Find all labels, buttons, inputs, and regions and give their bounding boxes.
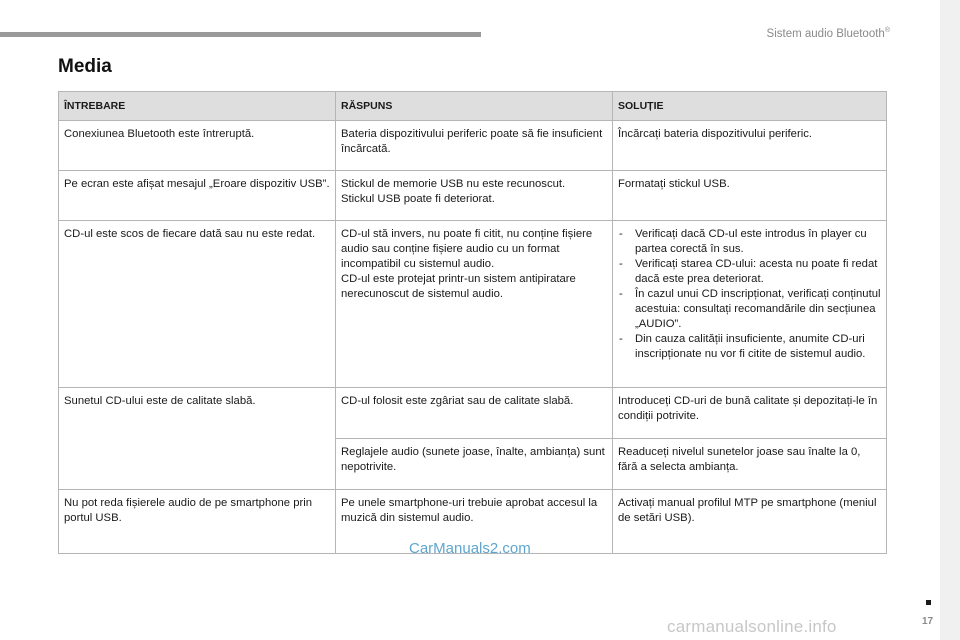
table-row <box>59 221 887 388</box>
solution-cell: Activați manual profilul MTP pe smartphone (meniul de setări USB). <box>613 490 887 554</box>
question-cell: Sunetul CD-ului este de calitate slabă. <box>59 388 336 490</box>
solution-item: - Verificați dacă CD-ul este introdus în player cu partea corectă în sus. <box>618 227 881 257</box>
table-header-row <box>59 92 887 121</box>
solution-cell <box>613 221 887 388</box>
answer-cell: CD-ul folosit este zgâriat sau de calitate slabă. <box>336 388 613 439</box>
solution-cell: Introduceți CD-uri de bună calitate și depozitați-le în condiții potrivite. <box>613 388 887 439</box>
side-strip <box>940 0 960 640</box>
question-cell: Pe ecran este afișat mesajul „Eroare dispozitiv USB”. <box>59 171 336 221</box>
answer-cell: Pe unele smartphone-uri trebuie aprobat accesul la muzică din sistemul audio. <box>336 490 613 554</box>
answer-cell: Bateria dispozitivului periferic poate să fie insuficient încărcată. <box>336 121 613 171</box>
column-header-solution: SOLUȚIE <box>613 92 887 121</box>
column-header-question: ÎNTREBARE <box>59 92 336 121</box>
answer-cell: Reglajele audio (sunete joase, înalte, ambianța) sunt nepotrivite. <box>336 439 613 490</box>
answer-cell <box>336 221 613 388</box>
question-cell: CD-ul este scos de fiecare dată sau nu este redat. <box>59 221 336 388</box>
question-cell: Nu pot reda fișierele audio de pe smartphone prin portul USB. <box>59 490 336 554</box>
question-cell: Conexiunea Bluetooth este întreruptă. <box>59 121 336 171</box>
page-marker <box>926 600 931 605</box>
registered-mark: ® <box>884 27 890 34</box>
page-title: Media <box>58 56 112 77</box>
answer-line: Stickul USB poate fi deteriorat. <box>341 193 495 205</box>
solution-cell: Readuceți nivelul sunetelor joase sau înalte la 0, fără a selecta ambianța. <box>613 439 887 490</box>
answer-cell <box>336 171 613 221</box>
watermark: CarManuals2.com <box>409 540 531 557</box>
footer-brand: carmanualsonline.info <box>667 617 837 636</box>
section-header <box>767 27 890 40</box>
solution-item: - Din cauza calității insuficiente, anumite CD-uri inscripționate nu vor fi citite de sistemul audio. <box>618 332 881 362</box>
answer-line: Stickul de memorie USB nu este recunoscut. <box>341 178 566 190</box>
header-bar <box>0 32 481 37</box>
page-number: 17 <box>922 616 934 627</box>
faq-table <box>58 91 887 554</box>
solution-cell: Încărcați bateria dispozitivului periferic. <box>613 121 887 171</box>
solution-item: - Verificați starea CD-ului: acesta nu poate fi redat dacă este prea deteriorat. <box>618 257 881 287</box>
answer-line: CD-ul stă invers, nu poate fi citit, nu conține fișiere audio sau conține fișiere audio cu un format incompatibil cu sistemul audio. <box>341 228 593 270</box>
table-row <box>59 388 887 439</box>
solution-item: - În cazul unui CD inscripționat, verificați conținutul acestuia: consultați recomandările din secțiunea „AUDIO”. <box>618 287 881 332</box>
table-row <box>59 121 887 171</box>
solution-list <box>618 227 881 362</box>
column-header-answer: RĂSPUNS <box>336 92 613 121</box>
section-header-text: Sistem audio Bluetooth <box>766 27 885 40</box>
answer-line: CD-ul este protejat printr-un sistem antipiratare nerecunoscut de sistemul audio. <box>341 273 576 300</box>
table-row <box>59 171 887 221</box>
solution-cell: Formatați stickul USB. <box>613 171 887 221</box>
